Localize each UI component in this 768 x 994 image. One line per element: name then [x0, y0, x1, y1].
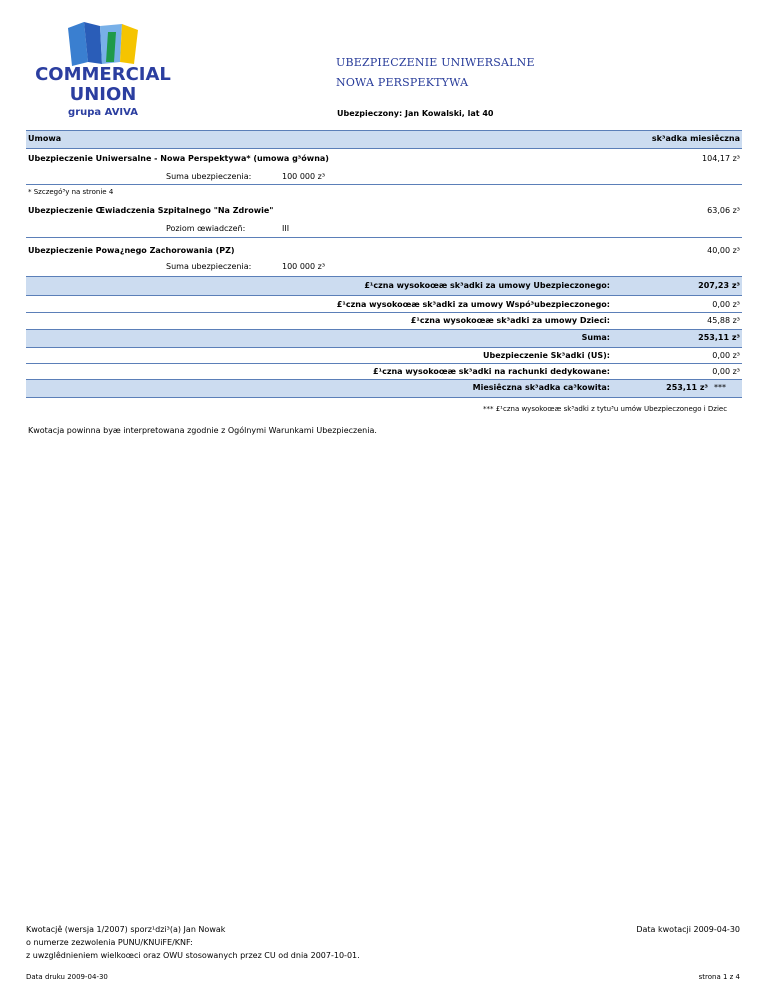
- row-hospital-value: 63,06 z³: [707, 206, 740, 215]
- rule: [26, 347, 742, 348]
- table-header-band: [26, 130, 742, 148]
- row-main-value: 104,17 z³: [702, 154, 740, 163]
- logo-line3: grupa AVIVA: [68, 107, 138, 118]
- row-main-sub-value: 100 000 z³: [282, 172, 326, 181]
- rule: [26, 363, 742, 364]
- footer-permit: o numerze zezwolenia PUNU/KNUiFE/KNF:: [26, 938, 193, 947]
- rule: [26, 295, 742, 296]
- coinsured-value: 0,00 z³: [712, 300, 740, 309]
- rule: [26, 397, 742, 398]
- row-hospital-sub-label: Poziom œwiadczeñ:: [166, 224, 246, 233]
- row-illness-value: 40,00 z³: [707, 246, 740, 255]
- monthly-value: 253,11 z³: [666, 383, 708, 392]
- children-value: 45,88 z³: [707, 316, 740, 325]
- column-header-contract: Umowa: [28, 134, 62, 143]
- row-main-footnote: * Szczegó³y na stronie 4: [28, 188, 114, 196]
- page-number: strona 1 z 4: [698, 973, 740, 981]
- column-header-premium: sk³adka miesiêczna: [651, 134, 740, 143]
- rule: [26, 276, 742, 277]
- insured-person: Ubezpieczony: Jan Kowalski, lat 40: [337, 109, 494, 118]
- logo-graphic: [26, 22, 180, 120]
- us-label: Ubezpieczenie Sk³adki (US):: [483, 351, 610, 360]
- commercial-union-logo: [26, 22, 180, 120]
- row-main-sub-label: Suma ubezpieczenia:: [166, 172, 252, 181]
- interpretation-note: Kwotacja powinna byæ interpretowana zgodnie z Ogólnymi Warunkami Ubezpieczenia.: [28, 426, 377, 435]
- insured-total-value: 207,23 z³: [698, 281, 740, 290]
- summary-sum-band: [26, 329, 742, 347]
- footer-owu: z uwzglêdnieniem wielkoœci oraz OWU stosowanych przez CU od dnia 2007-10-01.: [26, 951, 360, 960]
- rule: [26, 329, 742, 330]
- rule: [26, 379, 742, 380]
- logo-line2: UNION: [69, 84, 137, 105]
- rule: [26, 312, 742, 313]
- insured-total-label: £¹czna wysokoœæ sk³adki za umowy Ubezpieczonego:: [364, 281, 610, 290]
- rule: [26, 237, 742, 238]
- children-label: £¹czna wysokoœæ sk³adki za umowy Dzieci:: [410, 316, 610, 325]
- row-hospital-sub-value: III: [282, 224, 290, 233]
- sum-label: Suma:: [581, 333, 610, 342]
- row-illness-sub-value: 100 000 z³: [282, 262, 326, 271]
- row-illness-sub-label: Suma ubezpieczenia:: [166, 262, 252, 271]
- summary-monthly-band: [26, 379, 742, 397]
- print-date: Data druku 2009-04-30: [26, 973, 108, 981]
- monthly-marker: ***: [714, 383, 726, 392]
- rule: [26, 184, 742, 185]
- quote-date: Data kwotacji 2009-04-30: [636, 925, 740, 934]
- coinsured-label: £¹czna wysokoœæ sk³adki za umowy Wspó³ubezpieczonego:: [336, 300, 610, 309]
- row-illness-name: Ubezpieczenie Powa¿nego Zachorowania (PZ): [28, 246, 235, 255]
- document-subtitle: NOWA PERSPEKTYWA: [336, 76, 469, 89]
- summary-footnote: *** £¹czna wysokoœæ sk³adki z tytu³u umów Ubezpieczonego i Dziec: [483, 405, 728, 413]
- logo-line1: COMMERCIAL: [35, 64, 171, 85]
- rule: [26, 130, 742, 131]
- monthly-label: Miesiêczna sk³adka ca³kowita:: [472, 383, 610, 392]
- dedicated-value: 0,00 z³: [712, 367, 740, 376]
- sum-value: 253,11 z³: [698, 333, 740, 342]
- rule: [26, 148, 742, 149]
- row-hospital-name: Ubezpieczenie Œwiadczenia Szpitalnego "Na Zdrowie": [28, 206, 274, 215]
- row-main-name: Ubezpieczenie Uniwersalne - Nowa Perspektywa* (umowa g³ówna): [28, 154, 329, 163]
- dedicated-label: £¹czna wysokoœæ sk³adki na rachunki dedykowane:: [373, 367, 610, 376]
- us-value: 0,00 z³: [712, 351, 740, 360]
- footer-author: Kwotacjê (wersja 1/2007) sporz¹dzi³(a) Jan Nowak: [26, 925, 226, 934]
- document-title: UBEZPIECZENIE UNIWERSALNE: [336, 56, 535, 69]
